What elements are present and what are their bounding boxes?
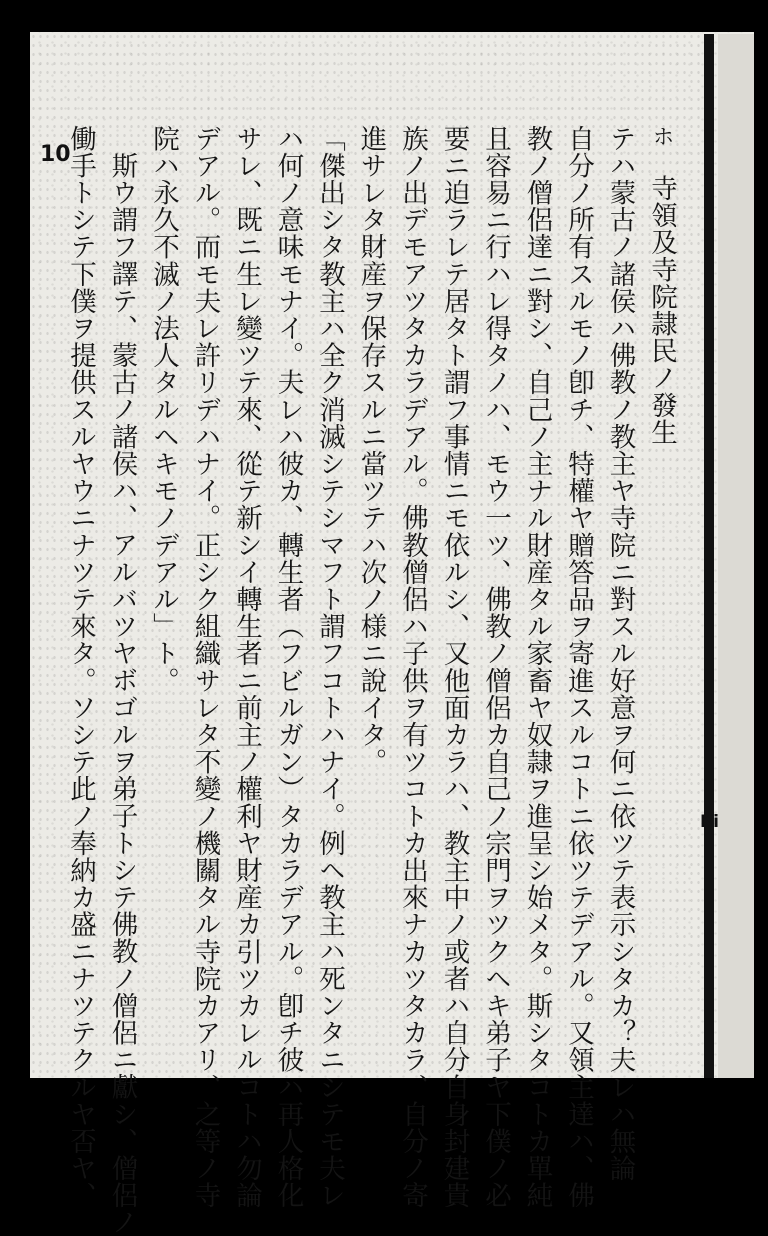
vertical-text-block: [65, 125, 682, 1236]
text-line: 「傑出シタ教主ハ全ク消滅シテシマフト謂フコトハナイ。例ヘ教主ハ死ンタニシテモ夫レ: [314, 125, 345, 1209]
text-line: 族ノ出デモアツタカラデアル。佛教僧侶ハ子供ヲ有ツコトカ出來ナカツタカラ、自分ノ寄: [397, 125, 428, 1209]
section-mark: ホ: [649, 125, 674, 148]
page-number: 10: [40, 142, 71, 167]
text-line: テハ蒙古ノ諸侯ハ佛教ノ教主ヤ寺院ニ對スル好意ヲ何ニ依ツテ表示シタカ？夫レハ無論: [604, 125, 636, 1182]
text-line: ハ何ノ意味モナイ。夫レハ彼カ、轉生者（フビルガン）タカラデアル。卽チ彼ハ再人格化: [272, 125, 304, 1209]
text-line: 働手トシテ下僕ヲ提供スルヤウニナツテ來タ。ソシテ此ノ奉納カ盛ニナツテクルヤ否ヤ、: [65, 125, 96, 1209]
text-line: 教ノ僧侶達ニ對シ、自己ノ主ナル財産タル家畜ヤ奴隷ヲ進呈シ始メタ。斯シタコトカ單純: [521, 125, 553, 1209]
text-line: 進サレタ財産ヲ保存スルニ當ツテハ次ノ様ニ說イタ。: [355, 125, 387, 776]
text-line: 斯ウ謂フ譯テ、蒙古ノ諸侯ハ、アルバツヤボゴルヲ弟子トシテ佛教ノ僧侶ニ獻シ、僧侶ノ: [106, 151, 138, 1236]
stray-mark: Ki: [700, 812, 720, 832]
section-title: 寺領及寺院隷民ノ發生: [646, 174, 677, 446]
text-line: 且容易ニ行ハレ得タノハ、モウ一ツ、佛教ノ僧侶カ自己ノ宗門ヲツクヘキ弟子ヤ下僕ノ必: [480, 125, 511, 1209]
text-line: 院ハ永久不滅ノ法人タルヘキモノデアル」ト。: [148, 125, 179, 695]
text-line: デアル。而モ夫レ許リデハナイ。正シク組織サレタ不變ノ機關タル寺院カアリ、之等ノ寺: [189, 125, 221, 1209]
text-line: 自分ノ所有スルモノ卽チ、特權ヤ贈答品ヲ寄進スルコトニ依ツテデアル。又領主達ハ、佛: [563, 125, 594, 1209]
binding-edge: [718, 34, 754, 1078]
section-heading: [641, 125, 683, 1025]
text-line: 要ニ迫ラレテ居タト謂フ事情ニモ依ルシ、又他面カラハ、教主中ノ或者ハ自分自身封建貴: [438, 125, 470, 1209]
text-line: サレ、既ニ生レ變ツテ來、從テ新シイ轉生者ニ前主ノ權利ヤ財産カ引ツカレルコトハ勿論: [231, 125, 262, 1209]
binding-line: [704, 34, 714, 1078]
